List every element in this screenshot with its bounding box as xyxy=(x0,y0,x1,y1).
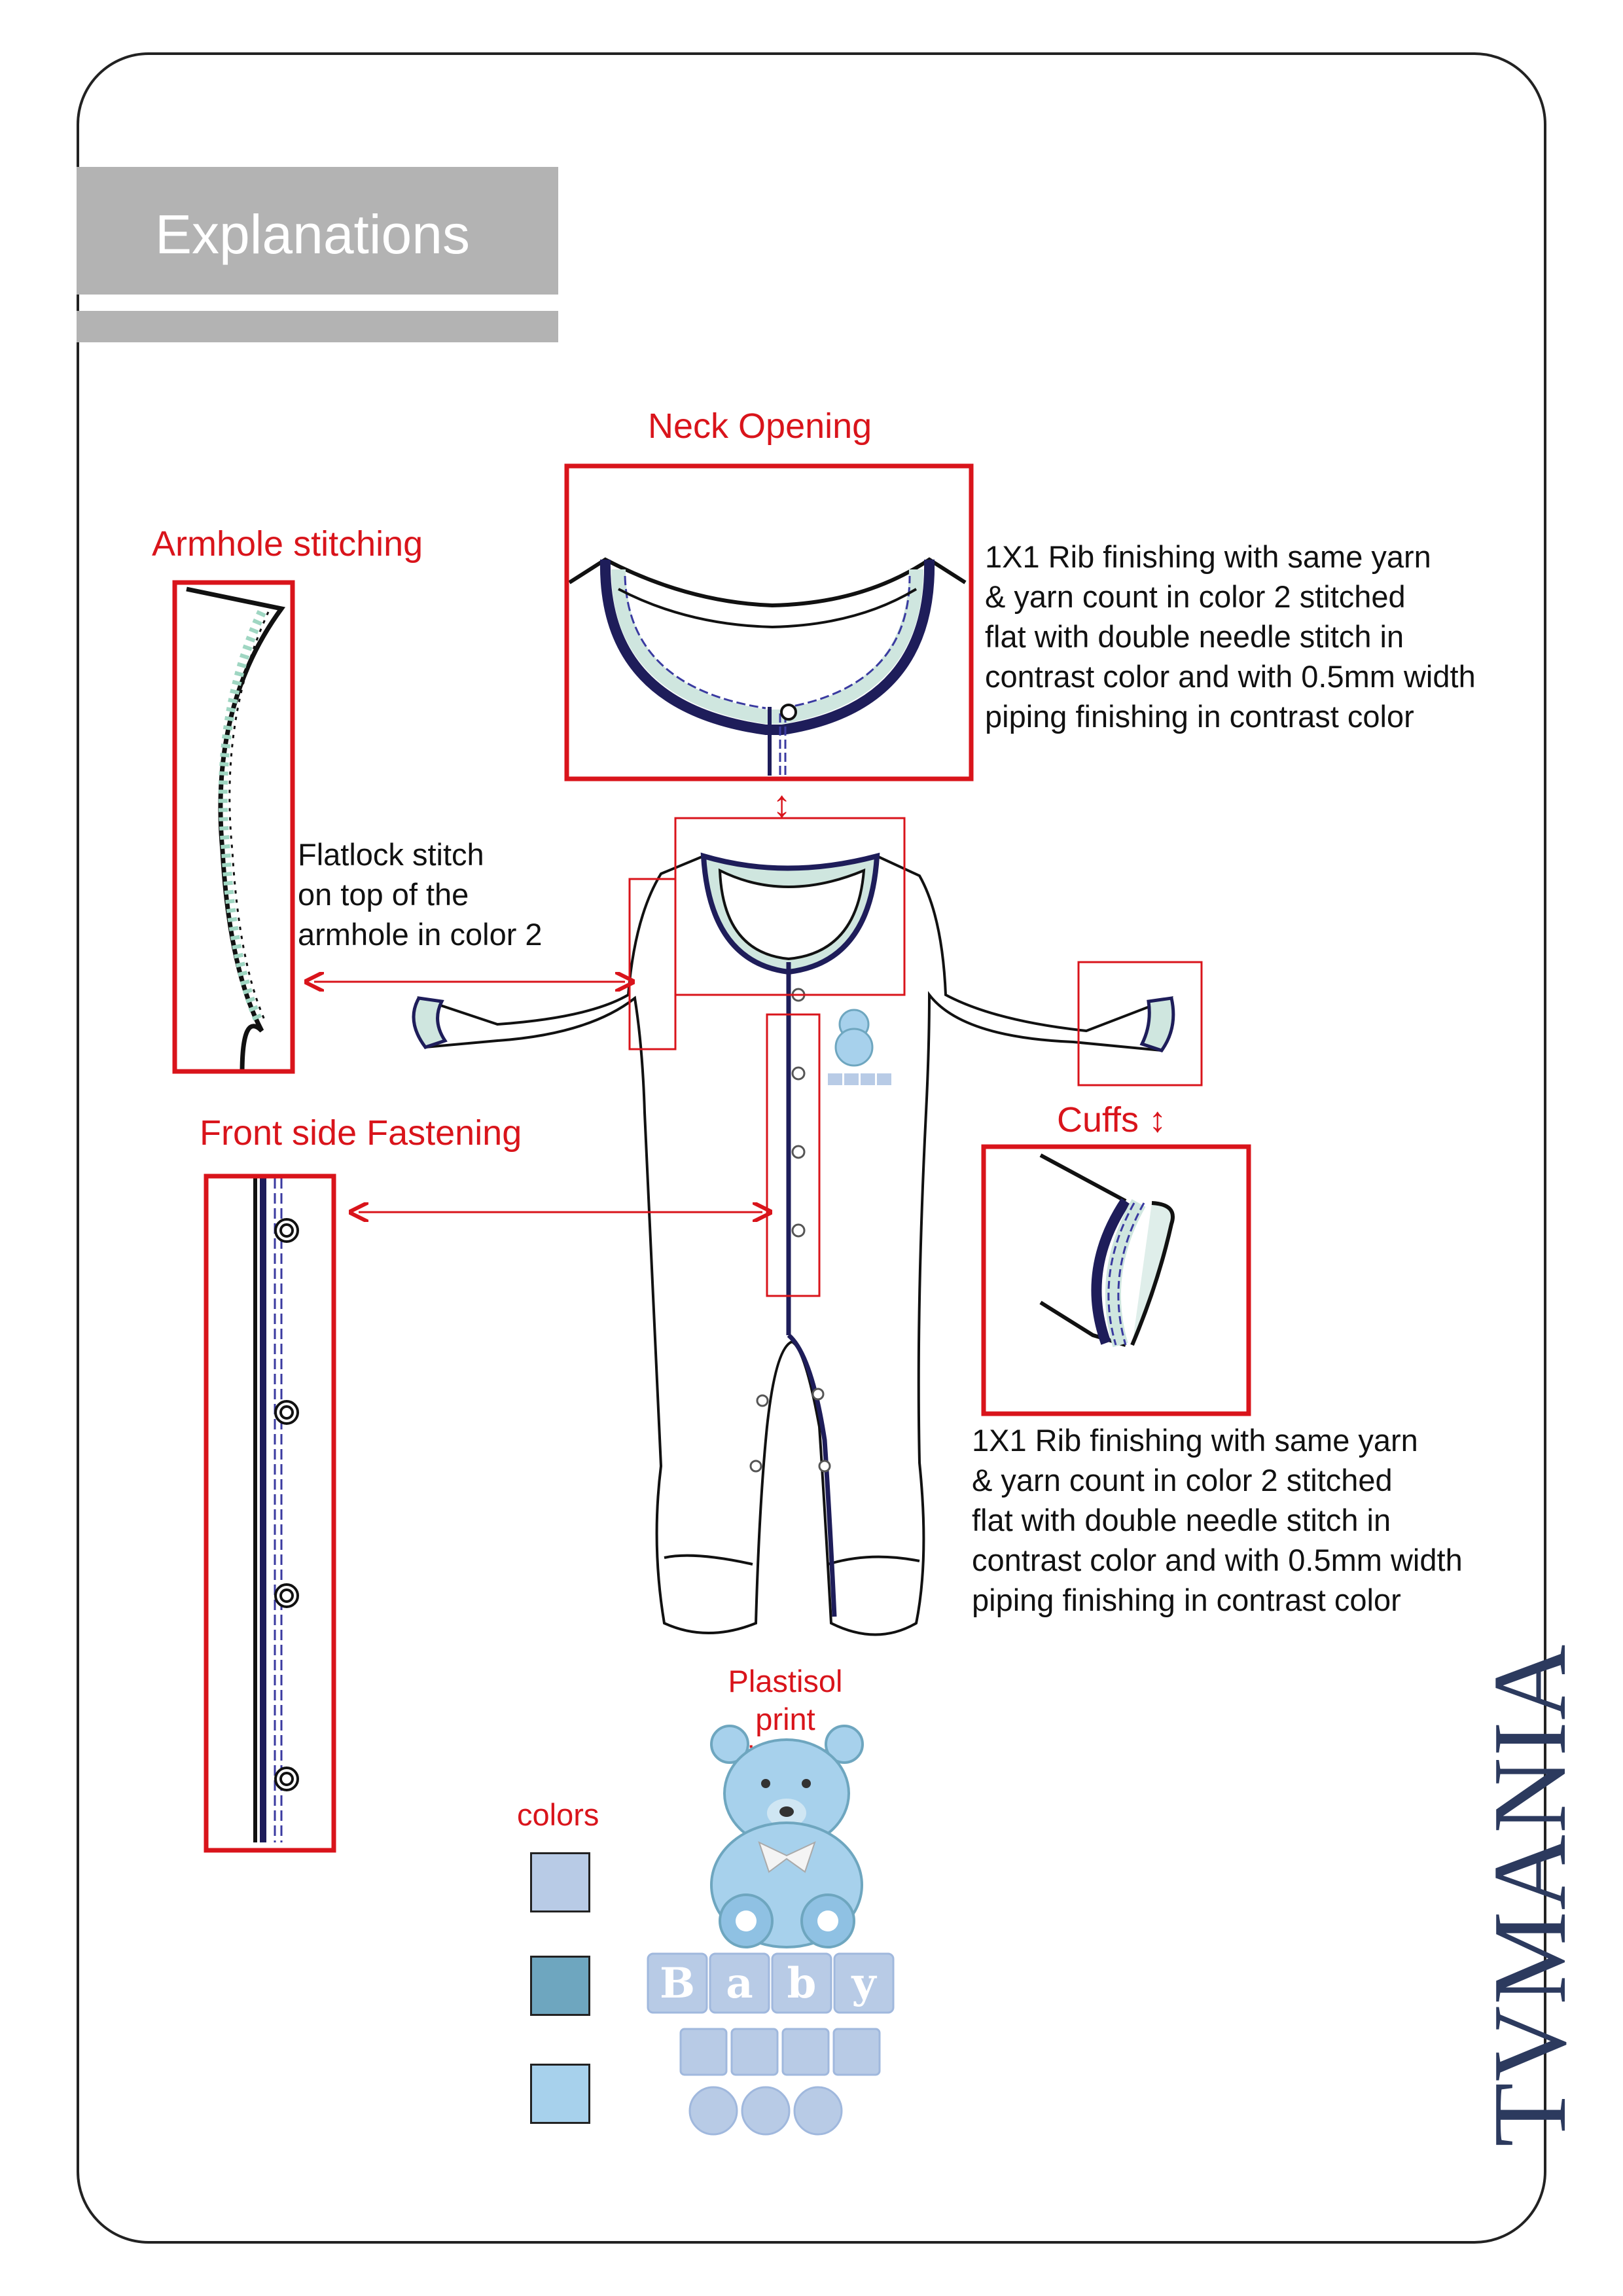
block-letter: B xyxy=(659,1959,696,2008)
label-cuffs-text: Cuffs xyxy=(1057,1100,1139,1139)
note-cuffs-line: piping finishing in contrast color xyxy=(972,1583,1401,1617)
note-armhole-line: armhole in color 2 xyxy=(298,917,543,952)
fastening-detail-drawing xyxy=(255,1178,298,1842)
neck-arrow-icon: ↕ xyxy=(772,783,791,825)
color-swatch-3 xyxy=(530,2064,590,2124)
note-neck-line: & yarn count in color 2 stitched xyxy=(985,579,1406,614)
note-neck-line: flat with double needle stitch in xyxy=(985,619,1404,654)
label-armhole-stitching: Armhole stitching xyxy=(152,524,423,564)
label-front-side-fastening: Front side Fastening xyxy=(200,1113,522,1153)
block-letter: a xyxy=(726,1959,753,2008)
cuff-detail-drawing xyxy=(1041,1155,1173,1345)
note-neck-line: 1X1 Rib finishing with same yarn xyxy=(985,539,1431,574)
color-swatch-2 xyxy=(530,1956,590,2016)
note-neck-line: piping finishing in contrast color xyxy=(985,699,1414,734)
note-cuffs-line: & yarn count in color 2 stitched xyxy=(972,1463,1393,1498)
page-title: Explanations xyxy=(155,204,470,265)
note-cuffs-line: contrast color and with 0.5mm width xyxy=(972,1543,1463,1577)
note-armhole-line: on top of the xyxy=(298,877,469,912)
neck-detail-drawing xyxy=(569,560,965,776)
bear-print-drawing xyxy=(711,1726,863,1947)
brand-logo: TVMANIA xyxy=(1471,1643,1588,2147)
garment-front-drawing xyxy=(414,856,1173,1635)
block-letter: y xyxy=(851,1959,876,2008)
label-neck-opening: Neck Opening xyxy=(648,406,872,446)
note-neck-line: contrast color and with 0.5mm width xyxy=(985,659,1476,694)
label-colors: colors xyxy=(517,1797,599,1832)
cuffs-arrow-icon: ↕ xyxy=(1149,1100,1167,1139)
armhole-detail-drawing xyxy=(187,589,281,1073)
note-cuffs-line: flat with double needle stitch in xyxy=(972,1503,1391,1537)
color-swatch-1 xyxy=(530,1852,590,1912)
plastisol-line-1: Plastisol print xyxy=(728,1664,843,1736)
block-letter: b xyxy=(787,1959,817,2008)
note-cuffs-line: 1X1 Rib finishing with same yarn xyxy=(972,1423,1418,1458)
note-armhole-line: Flatlock stitch xyxy=(298,837,484,872)
